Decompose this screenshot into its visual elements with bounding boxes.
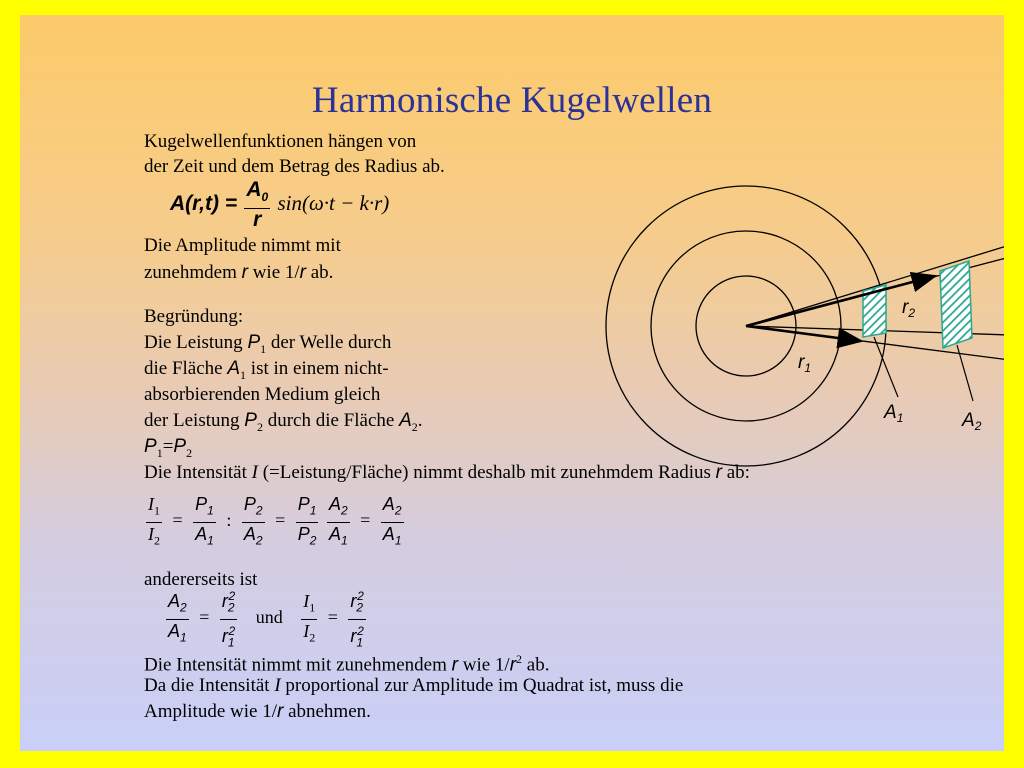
frac-A2-A1-final	[381, 493, 404, 551]
sym-A: A	[382, 523, 395, 544]
leader-A1	[874, 337, 898, 397]
sym-r: r	[221, 591, 228, 611]
sym-I: I	[148, 494, 154, 514]
frac-I1-I2	[146, 493, 162, 551]
slide	[20, 15, 1004, 751]
conclusion-1-post: ab.	[522, 654, 550, 676]
sym-I: I	[303, 591, 310, 611]
sub-2: 2	[309, 630, 316, 645]
sub-1: 1	[309, 600, 316, 615]
label-r2: $r_2$	[902, 297, 916, 320]
reason-4-mid: durch die Fläche	[262, 410, 400, 431]
sym-r: r	[221, 625, 228, 646]
sym-P2: P	[173, 436, 187, 457]
amp-line-2	[144, 260, 333, 285]
sub-2: 2	[154, 533, 160, 548]
sym-A2: A	[399, 410, 412, 431]
sym-P: P	[297, 523, 310, 544]
intensity-ratio-equation: $\frac{I_1}{I_2}$ = $\frac{P_1}{A_1}$ : $\frac{P_2}{A_2}$ = $\frac{P_1}{P_2}$ $\frac{A_2}{A_1}$ = $\frac{A_2}{A_1}$	[144, 493, 406, 551]
amp-r: r	[241, 262, 248, 283]
sym-A: A	[382, 494, 395, 514]
spherical-wave-diagram	[580, 175, 1004, 475]
conclusion-2-post: proportional zur Amplitude im Quadrat ist, muss die	[280, 675, 684, 696]
frac-r2sq-r1sq-2: $\frac{r_2^2}{r_1^2}$	[348, 585, 365, 653]
sym-r: r	[350, 625, 357, 646]
sub-2: 2	[309, 533, 317, 548]
reason-2-pre: die Fläche	[144, 358, 228, 379]
area-A2	[940, 261, 972, 348]
sub-1: 1	[154, 503, 160, 518]
frac-P1-A1	[193, 493, 216, 551]
sym-I: I	[251, 462, 258, 483]
sub-1: 1	[156, 445, 163, 460]
sym-A: A	[243, 523, 256, 544]
sym-I: I	[303, 620, 310, 641]
formula-sin: sin(ω·t − k·r)	[277, 190, 390, 215]
sym-P: P	[243, 494, 256, 514]
leader-A2	[957, 345, 973, 401]
sym-A: A	[195, 523, 208, 544]
frac-P2-A2	[242, 493, 265, 551]
intensity-mid: (=Leistung/Fläche) nimmt deshalb mit zunehmdem Radius	[257, 462, 716, 483]
label-A1: $A_1$	[884, 402, 904, 425]
sub-2: 2	[256, 419, 263, 434]
sym-r: r	[451, 654, 458, 676]
conclusion-1-pre: Die Intensität nimmt mit zunehmendem	[144, 654, 452, 676]
conclusion-3	[144, 699, 371, 724]
slide-title: Harmonische Kugelwellen	[311, 80, 713, 121]
sym-A1: A	[227, 358, 241, 379]
intensity-pre: Die Intensität	[144, 462, 252, 483]
sub-2: 2	[255, 533, 263, 548]
frac-P1-P2	[296, 493, 319, 551]
frac-r2sq-r1sq: $\frac{r_2^2}{r_1^2}$	[220, 585, 237, 653]
conclusion-2	[144, 673, 683, 698]
frac-A2-A1-rel	[166, 590, 189, 648]
reason-2-post: ist in einem nicht-	[246, 358, 389, 379]
amp-line-1: Die Amplitude nimmt mit	[144, 235, 341, 256]
frac-I1-I2-rel	[301, 590, 317, 648]
begruendung: Begründung:	[144, 306, 244, 327]
formula-num-sub: 0	[261, 190, 269, 205]
sub-1: 1	[356, 635, 364, 650]
sym-I: I	[148, 523, 154, 544]
andererseits-line: andererseits ist	[144, 569, 258, 590]
sym-r: r	[276, 701, 284, 722]
amp-line-2-mid: wie 1/	[247, 262, 300, 283]
sym-I: I	[274, 675, 281, 696]
sym-A: A	[328, 523, 341, 544]
sym-r: r	[509, 654, 517, 676]
reason-1-pre: Die Leistung	[144, 332, 248, 353]
formula-lhs: A(r,t) =	[170, 191, 238, 215]
amp-r2: r	[299, 262, 306, 283]
conclusion-1-mid: wie 1/	[457, 654, 510, 676]
intensity-post: ab:	[721, 462, 750, 483]
reason-1-post: der Welle durch	[266, 332, 392, 353]
wave-formula	[170, 179, 389, 231]
equals: =	[162, 436, 174, 457]
sym-A: A	[168, 620, 181, 641]
sub-1: 1	[207, 503, 214, 518]
amp-line-2-pre: zunehmdem	[144, 262, 242, 283]
formula-fraction	[244, 179, 270, 231]
sym-A: A	[328, 494, 341, 514]
reason-line-3: absorbierenden Medium gleich	[144, 384, 381, 405]
label-r1: $r_1$	[798, 352, 812, 375]
sub-1: 1	[394, 533, 402, 548]
conclusion-1: Die Intensität nimmt mit zunehmendem r wie $1/r^2$ ab.	[144, 652, 550, 676]
sym-P1: P	[144, 436, 157, 457]
reason-4-post: .	[417, 410, 423, 431]
sub-2: 2	[186, 445, 193, 460]
intro-line-2: der Zeit und dem Betrag des Radius ab.	[144, 156, 445, 177]
intro-line-1: Kugelwellenfunktionen hängen von	[144, 131, 417, 152]
sub-2: 2	[411, 419, 418, 434]
sub-2: 2	[180, 600, 187, 615]
conclusion-3-post: abnehmen.	[283, 701, 371, 722]
reason-4-pre: der Leistung	[144, 410, 245, 431]
sub-1: 1	[240, 367, 247, 382]
sym-P2: P	[244, 410, 257, 431]
sym-P: P	[297, 494, 310, 514]
sub-1: 1	[309, 503, 317, 518]
sub-1: 1	[207, 533, 214, 548]
sub-2: 2	[356, 600, 364, 615]
sym-r: r	[350, 591, 357, 611]
sub-2: 2	[394, 503, 402, 518]
sym-r: r	[715, 462, 722, 483]
conclusion-3-pre: Amplitude wie 1/	[144, 701, 277, 722]
sub-1: 1	[340, 533, 348, 548]
sub-1: 1	[227, 635, 235, 650]
area-radius-equation: $\frac{A_2}{A_1}$ = $\frac{r_2^2}{r_1^2}$ und $\frac{I_1}{I_2}$ = $\frac{r_2^2}{r_1^2}$	[164, 585, 368, 653]
frac-A2-A1	[327, 493, 350, 551]
sub-2: 2	[227, 600, 235, 615]
sub-1: 1	[260, 341, 267, 356]
formula-num: A	[246, 178, 262, 201]
conclusion-2-pre: Da die Intensität	[144, 675, 275, 696]
label-A2: $A_2$	[962, 410, 982, 433]
und-text: und	[255, 607, 283, 628]
sub-2: 2	[340, 503, 348, 518]
sym-P: P	[195, 494, 208, 514]
sub-2: 2	[255, 503, 263, 518]
sub-1: 1	[180, 630, 187, 645]
amp-line-2-post: ab.	[305, 262, 334, 283]
sym-P1: P	[247, 332, 261, 353]
sym-A: A	[168, 591, 181, 611]
formula-den: r	[253, 208, 262, 232]
